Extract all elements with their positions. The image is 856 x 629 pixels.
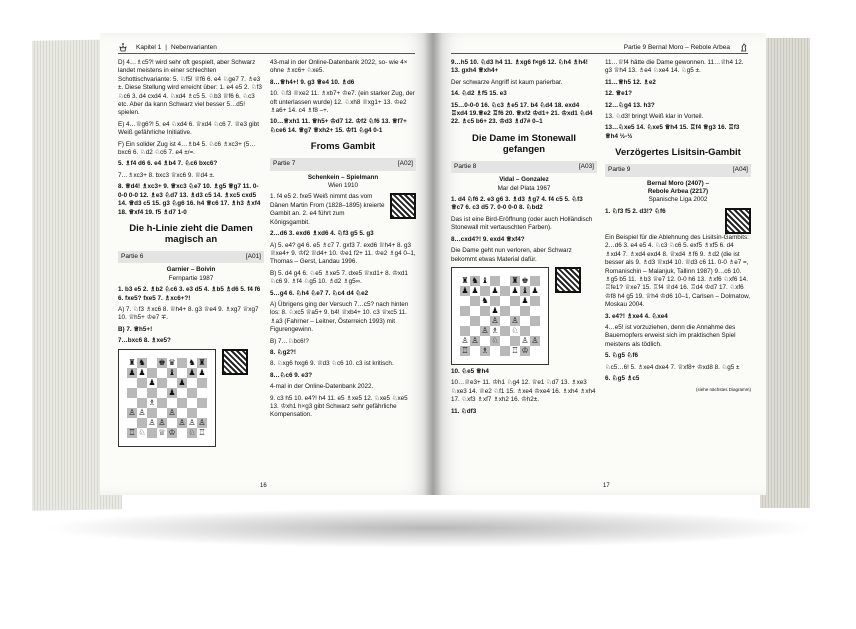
main-line-moves: 9…h5 10. ♘d3 h4 11. ♗xg6 f×g6 12. ♘h4 ♗h4! 13. gxh4 ♕xh4+	[451, 59, 588, 75]
chess-piece: ♚	[158, 357, 166, 367]
chess-piece: ♜	[128, 357, 136, 367]
diagram-note: (siehe nächstes Diagramm)	[695, 387, 751, 393]
game-caption	[118, 251, 264, 263]
annotation-text: 9. c3 h5 10. e4?! h4 11. e5 ♗xe5 12. ♘xe5 ♘xe5 13. ♔xh1 h×g3 gibt Schwarz sehr gefährliche Kompensation.	[270, 394, 408, 419]
right-page-header	[451, 41, 748, 54]
board-square	[177, 428, 187, 438]
board-square	[157, 378, 167, 388]
board-square	[480, 286, 490, 296]
chess-piece: ♙	[481, 325, 489, 335]
board-square	[530, 346, 540, 356]
chess-piece: ♝	[521, 285, 529, 295]
game-players: Vidal – Gonzalez	[499, 176, 549, 184]
king-emblem-icon	[118, 42, 128, 52]
board-square	[460, 326, 470, 336]
game-caption	[270, 158, 416, 170]
board-square	[520, 326, 530, 336]
board-square	[167, 378, 177, 388]
board-square	[147, 428, 157, 438]
section-heading: Verzögertes Lisitsin-Gambit	[615, 147, 741, 159]
board-square	[197, 408, 207, 418]
main-line-moves: 1. d4 ♘f6 2. e3 g6 3. ♗d3 ♗g7 4. f4 c5 5. ♘f3 ♕c7 6. c3 d5 7. 0-0 0-0 8. ♘bd2	[451, 196, 583, 212]
chess-piece: ♞	[481, 295, 489, 305]
board-square	[187, 408, 197, 418]
header-separator: |	[165, 43, 167, 51]
chapter-label: Kapitel 1	[136, 43, 162, 51]
chess-piece: ♟	[471, 285, 479, 295]
eco-code: [A04]	[732, 166, 748, 174]
eco-code: [A01]	[245, 252, 261, 260]
board-square	[147, 388, 157, 398]
eco-code: [A02]	[397, 160, 413, 168]
game-players: Rebole Arbea (2217)	[647, 188, 709, 196]
annotation-text: E) 4…♕g6?! 5. e4 ♘xd4 6. ♕xd4 ♘c6 7. ♕e3 gibt Weiß gefährliche Initiative.	[118, 120, 259, 137]
annotation-text: 8. ♘xg6 hxg6 9. ♕d3 ♘c6 10. c3 ist kritisch.	[270, 360, 394, 368]
board-square	[137, 398, 147, 408]
chess-piece: ♚	[521, 275, 529, 285]
chess-piece: ♟	[168, 387, 176, 397]
board-square	[470, 326, 480, 336]
main-line-moves: 12. ♕e1?	[605, 90, 632, 98]
board-square	[470, 296, 480, 306]
section-heading: Die h-Linie zieht die Damen magisch an	[129, 222, 253, 245]
board-square	[530, 306, 540, 316]
game-event: Mar del Plata 1967	[497, 184, 551, 192]
chess-piece: ♘	[491, 335, 499, 345]
board-square	[520, 306, 530, 316]
main-line-moves: 11. ♘df3	[451, 407, 477, 415]
chess-piece: ♘	[511, 325, 519, 335]
main-line-moves: 10. ♘e5 ♕h4	[451, 367, 489, 375]
annotation-text: ♘c5…6! 5. ♗xe4 dxe4 7. ♕xf8+ ♔xd8 8. ♘g5 ±	[605, 363, 740, 371]
chess-piece: ♞	[188, 357, 196, 367]
main-line-moves: 8…♕h4+! 9. g3 ♕e4 10. ♗d6	[270, 78, 355, 86]
qr-code-icon	[390, 193, 416, 219]
chess-piece: ♖	[461, 345, 469, 355]
board-square	[530, 296, 540, 306]
right-column-1	[451, 59, 597, 419]
board-square	[510, 296, 520, 306]
board-square	[490, 276, 500, 286]
chess-piece: ♟	[531, 285, 539, 295]
right-column-2	[605, 59, 751, 398]
annotation-text: 1. f4 e5 2. fxe5 Weiß nimmt das vom Dänen Martin From (1828–1895) kreierte Gambit an. 2. e4 führt zum Königsgambit.	[270, 193, 385, 226]
game-event: Fernpartie 1987	[168, 274, 214, 282]
chess-piece: ♙	[138, 407, 146, 417]
board-square	[500, 306, 510, 316]
annotation-text: A) 7. ♘f3 ♗xc6 8. ♕h4+ 8. g3 ♕e4 9. ♗xg7 ♕xg7 10. ♕h5+ ♔e7 ∓.	[118, 305, 259, 322]
board-square	[480, 316, 490, 326]
main-line-moves: 12…♘g4 13. h3?	[605, 101, 655, 109]
main-line-moves: 13…♘xe5 14. ♘xe5 ♕h4 15. ♖f4 ♕g3 16. ♖f3 ♕h4 ½-½	[605, 124, 740, 140]
annotation-text: F) Ein solider Zug ist 4…♗b4 5. ♘c6 ♗xc3+ (5…bxc6 6. ♘d2 ♘c6 7. e4 ±/=.	[118, 140, 256, 157]
board-square	[500, 286, 510, 296]
annotation-text: 10…♕e3+ 11. ♔h1 ♘g4 12. ♕e1 ♘d7 13. ♗xe3 ♘xe3 14. ♕e2 ♘f1 15. ♗xe4 ♔xe4 16. ♗xh4 ♗xh4 17. ♘xf3 ♗xf7 ♗xh2 16. ♔h2±.	[451, 379, 596, 404]
board-square	[167, 398, 177, 408]
chess-piece: ♕	[158, 427, 166, 437]
board-square	[187, 378, 197, 388]
page-number: 16	[260, 483, 267, 489]
chess-diagram	[118, 349, 216, 447]
main-line-moves: 1. b3 e5 2. ♗b2 ♘c6 3. e3 d5 4. ♗b5 ♗d6 5. f4 f6 6. fxe5? fxe5 7. ♗xc6+?!	[118, 286, 261, 302]
section-heading: Froms Gambit	[310, 141, 376, 153]
game-players: Schenkein – Spielmann	[307, 173, 379, 181]
board-square	[500, 326, 510, 336]
game-label: Partie 7	[273, 160, 296, 168]
board-square	[490, 346, 500, 356]
chapter-title: Nebenvarianten	[171, 43, 217, 51]
chess-piece: ♖	[198, 427, 206, 437]
board-square	[470, 306, 480, 316]
chess-piece: ♟	[521, 295, 529, 305]
main-line-moves: 3. e4?! ♗xe4 4. ♘xe4	[605, 312, 668, 320]
game-label: Partie 6	[121, 252, 144, 260]
board-square	[147, 358, 157, 368]
board-square	[197, 378, 207, 388]
game-label: Partie 8	[454, 162, 477, 170]
main-line-moves: 14. ♘d2 ♗f5 15. e3	[451, 90, 507, 98]
board-square	[480, 306, 490, 316]
board-square	[500, 296, 510, 306]
board-square	[177, 408, 187, 418]
chess-piece: ♝	[168, 367, 176, 377]
annotation-text: 4…e5! ist vorzuziehen, denn die Annahme des Bauernopfers erweist sich im praktischen Spiel meistens als tödlich.	[605, 323, 736, 348]
board-square	[127, 418, 137, 428]
annotation-text: A) 5. e4? g4 6. e5 ♗c7 7. gxf3 7. exd6 ♕h4+ 8. g3 ♕xe4+ 9. ♔f2 ♕d4+ 10. ♔e1 f2+ 11. ♔e2 ♗g4 0–1, Thomas – Gerst, Landau 1996.	[270, 241, 416, 266]
board-square	[460, 296, 470, 306]
board-square	[137, 388, 147, 398]
board-square	[480, 336, 490, 346]
chess-board	[460, 276, 540, 356]
main-line-moves: 5. ♗f4 d6 6. e4 ♗b4 7. ♘c6 bxc6?	[118, 160, 218, 168]
chess-piece: ♙	[168, 407, 176, 417]
chess-piece: ♖	[128, 427, 136, 437]
game-caption	[451, 161, 597, 173]
annotation-text: 7…♗xc3+ 8. bxc3 ♕xc6 9. ♕d4 ±.	[118, 171, 215, 179]
chess-piece: ♟	[128, 367, 136, 377]
left-page	[100, 33, 433, 495]
main-line-moves: 1. ♘f3 f5 2. d3!? ♘f6	[605, 207, 666, 215]
left-page-header	[118, 41, 415, 54]
chess-piece: ♔	[168, 427, 176, 437]
board-square	[500, 346, 510, 356]
chess-piece: ♟	[138, 367, 146, 377]
annotation-text: 11…♕f4 hätte die Dame gewonnen. 11…♕h4 12. g3 ♕h4 13. ♗e4 ♘xe4 14. ♘g5 ±.	[605, 59, 744, 75]
main-line-moves: 5. ♘g5 ♘f6	[605, 352, 638, 360]
board-square	[460, 306, 470, 316]
board-square	[127, 378, 137, 388]
qr-code-icon	[555, 267, 581, 293]
board-square	[197, 398, 207, 408]
annotation-text: 43-mal in der Online-Datenbank 2022, so- wie 4× ohne ♗xc6+ ♘xe5.	[270, 59, 408, 75]
chess-piece: ♟	[178, 377, 186, 387]
main-line-moves: 10…♕xh1 11. ♕h5+ ♔d7 12. ♔f2 ♘f6 13. ♕f7+ ♘ce6 14. ♕g7 ♕xh2+ 15. ♔f1 ♘g4 0-1	[270, 118, 407, 134]
board-square	[147, 368, 157, 378]
board-square	[510, 306, 520, 316]
board-square	[470, 346, 480, 356]
board-square	[137, 378, 147, 388]
chess-piece: ♟	[491, 285, 499, 295]
book-page-edges-right	[760, 38, 810, 508]
board-square	[187, 398, 197, 408]
eco-code: [A03]	[578, 162, 594, 170]
board-square	[197, 388, 207, 398]
annotation-text: 4-mal in der Online-Datenbank 2022.	[270, 383, 374, 391]
board-square	[187, 388, 197, 398]
chess-piece: ♙	[198, 417, 206, 427]
page-number: 17	[603, 483, 610, 489]
board-square	[177, 368, 187, 378]
main-line-moves: 15…0-0-0 16. ♘c3 ♗e5 17. b4 ♘d4 18. exd4 ♖xd4 19.♕e2 ♖f6 20. ♕xf2 ♔d1+ 21. ♔xd1 ♘d4 22. ♗c5 b6+ 23. ♔d3 ♗d7# 0–1	[451, 101, 593, 126]
main-line-moves: 7…bxc6 8. ♗xe5?	[118, 337, 171, 345]
right-page	[433, 33, 766, 495]
board-square	[177, 398, 187, 408]
chess-piece: ♟	[461, 285, 469, 295]
chess-piece: ♜	[198, 357, 206, 367]
chess-piece: ♔	[521, 345, 529, 355]
board-square	[167, 418, 177, 428]
knight-emblem-icon	[738, 42, 748, 52]
game-event: Wien 1910	[327, 182, 359, 190]
book-spine-shadow	[424, 33, 442, 495]
chess-piece: ♟	[511, 285, 519, 295]
board-square	[510, 336, 520, 346]
game-players: Bernal Moro (2407) –	[647, 179, 709, 187]
main-line-moves: 8…♘c6 9. e3?	[270, 371, 313, 379]
board-square	[490, 296, 500, 306]
game-event: Spanische Liga 2002	[648, 196, 708, 204]
chess-piece: ♟	[148, 377, 156, 387]
qr-code-icon	[725, 208, 751, 234]
board-square	[500, 336, 510, 346]
board-square	[500, 316, 510, 326]
annotation-text: Ein Beispiel für die Ablehnung des Lisitsin-Gambits: 2…d6 3. e4 e5 4. ♘c3 ♘c6 5. exf5 ♗xf5 6. d4 ♗xd4 7. ♗xd4 exd4 8. ♕xd4 ♗f6 9. ♗d2 (die ist besser als 9. ♗d3 ♕xd4 10. ♕d3 c6 11. 0-0 ♗e7 =, Romanischin – Malanjuk, Tallinn 1987) 9…c6 10. ♗g5 b5 11. ♗b3 ♕e7 12. 0-0 h6 13. ♗xf6 ♘xf6 14. ♖fe1? ♕xe7 15. ♖f4 ♕d4 16. ♖d4 ♔d7 17. ♘xf6 ♔f8 h4 g5 19. ♕h4 ♔d6 10–1, Carlsen – Dolmatow, Moskau 2004.	[605, 233, 751, 309]
chess-piece: ♙	[148, 417, 156, 427]
chess-piece: ♗	[481, 345, 489, 355]
board-square	[460, 316, 470, 326]
main-line-moves: 11…♕h5 12. ♗e2	[605, 78, 656, 86]
board-square	[127, 398, 137, 408]
chess-piece: ♞	[471, 275, 479, 285]
board-square	[157, 408, 167, 418]
chess-piece: ♙	[531, 335, 539, 345]
annotation-text: B) 5. d4 g4 6. ♘e5 ♗xe5 7. dxe5 ♕xd1+ 8. ♔xd1 ♘c6 9. ♗f4 ♘g5 10. ♗d2 ♗g5∞.	[270, 269, 408, 286]
chess-piece: ♟	[198, 367, 206, 377]
chess-piece: ♘	[188, 427, 196, 437]
main-line-moves: 8. ♕d4! ♗xc3+ 9. ♕xc3 ♘e7 10. ♗g5 ♕g7 11. 0-0-0 0-0 12. ♗e3 ♘d7 13. ♗d3 c5 14. ♗xc5 cxd5 14. ♕d3 c5 15. g3 ♘g6 16. h4 ♕c6 17. ♗h3 ♗xf4 18. ♕xf4 19. f5 ♗d7 1-0	[118, 183, 261, 216]
board-square	[530, 276, 540, 286]
game-players: Garnier – Boivin	[166, 266, 216, 274]
left-column-2	[270, 59, 416, 423]
main-line-moves: 2…d6 3. exd6 ♗xd6 4. ♘f3 g5 5. g3	[270, 230, 374, 238]
running-title: Partie 9 Bernal Moro – Rebole Arbea	[623, 43, 730, 51]
board-square	[520, 316, 530, 326]
chess-piece: ♟	[188, 367, 196, 377]
board-square	[530, 316, 540, 326]
main-line-moves: 6. ♘g5 ♗c5	[605, 374, 640, 382]
annotation-text: Die Dame geht nun verloren, aber Schwarz bekommt etwas Material dafür.	[451, 247, 572, 263]
qr-code-icon	[222, 349, 248, 375]
chess-piece: ♜	[461, 275, 469, 285]
chess-piece: ♙	[511, 315, 519, 325]
chess-piece: ♙	[521, 335, 529, 345]
game-label: Partie 9	[608, 166, 631, 174]
chess-piece: ♙	[158, 417, 166, 427]
board-square	[530, 326, 540, 336]
main-line-moves: 5…g4 6. ♘h4 ♘e7 7. ♘c4 d4 ♘e2	[270, 289, 369, 297]
board-square	[147, 408, 157, 418]
chess-piece: ♘	[138, 427, 146, 437]
main-line-moves: B) 7. ♕h5+!	[118, 325, 153, 333]
chess-board	[127, 358, 207, 438]
board-square	[127, 388, 137, 398]
section-heading: Die Dame im Stonewall gefangen	[471, 132, 576, 155]
board-square	[157, 388, 167, 398]
chess-diagram	[451, 267, 549, 365]
chess-piece: ♞	[138, 357, 146, 367]
chess-piece: ♗	[491, 325, 499, 335]
chess-piece: ♙	[471, 335, 479, 345]
main-line-moves: 8. ♘g2?!	[270, 348, 296, 356]
board-square	[157, 368, 167, 378]
chess-piece: ♛	[168, 357, 176, 367]
chess-piece: ♖	[511, 345, 519, 355]
chess-piece: ♙	[188, 417, 196, 427]
annotation-text: 10. ♘f3 ♕xe2 11. ♗xb7+ ♔e7. (ein starker Zug, der oft unterlassen wurde) 12. ♘xh8 ♕xg1+ 13. ♔e2 ♗a6+ 14. c4 ♗f8 –+.	[270, 90, 415, 115]
chess-piece: ♙	[491, 315, 499, 325]
book-shadow	[40, 508, 820, 548]
annotation-text: D) 4…♗c5?! wird sehr oft gespielt, aber Schwarz landet meistens in einer schlechten Schottischvariante: 5. ♘f5! ♕f6 6. e4 ♘ge7 7. ♗e3 ±. Diese Stellung wird erreicht über: 1. e4 e5 2. ♘f3 ♘c6 3. d4 cxd4 4. ♘xd4 ♗c5 5. ♘b3 ♕f6 6. ♘c3 etc. Aber da kann Schwarz viel besser 5…d5! spielen.	[118, 59, 262, 117]
board-square	[157, 398, 167, 408]
game-caption	[605, 164, 751, 176]
chess-piece: ♝	[481, 275, 489, 285]
left-column-1	[118, 59, 264, 447]
main-line-moves: 8…cxd4?! 9. exd4 ♕xf4?	[451, 235, 525, 243]
chess-piece: ♗	[148, 397, 156, 407]
chess-piece: ♜	[511, 275, 519, 285]
annotation-text: Der schwarze Angriff ist kaum parierbar.	[451, 78, 563, 86]
board-square	[177, 358, 187, 368]
board-square	[470, 316, 480, 326]
chess-piece: ♟	[491, 305, 499, 315]
board-square	[177, 388, 187, 398]
board-square	[137, 418, 147, 428]
annotation-text: 13. ♘d3! bringt Weiß klar in Vorteil.	[605, 113, 704, 121]
annotation-text: A) Übrigens ging der Versuch 7…c5? nach hinten los: 8. ♘xc5 ♕a5+ 9. b4! ♕xb4+ 10. c3 ♕xc5 11. ♗a3 (Fahrner – Leitner, Österreich 1993) mit Figurengewinn.	[270, 300, 409, 334]
chess-piece: ♙	[461, 335, 469, 345]
chess-piece: ♙	[178, 417, 186, 427]
board-square	[500, 276, 510, 286]
annotation-text: Das ist eine Bird-Eröffnung (oder auch Holländisch Stonewall mit vertauschten Farben).	[451, 215, 593, 232]
chess-piece: ♙	[128, 407, 136, 417]
annotation-text: B) 7…♘bc6!?	[270, 337, 309, 345]
